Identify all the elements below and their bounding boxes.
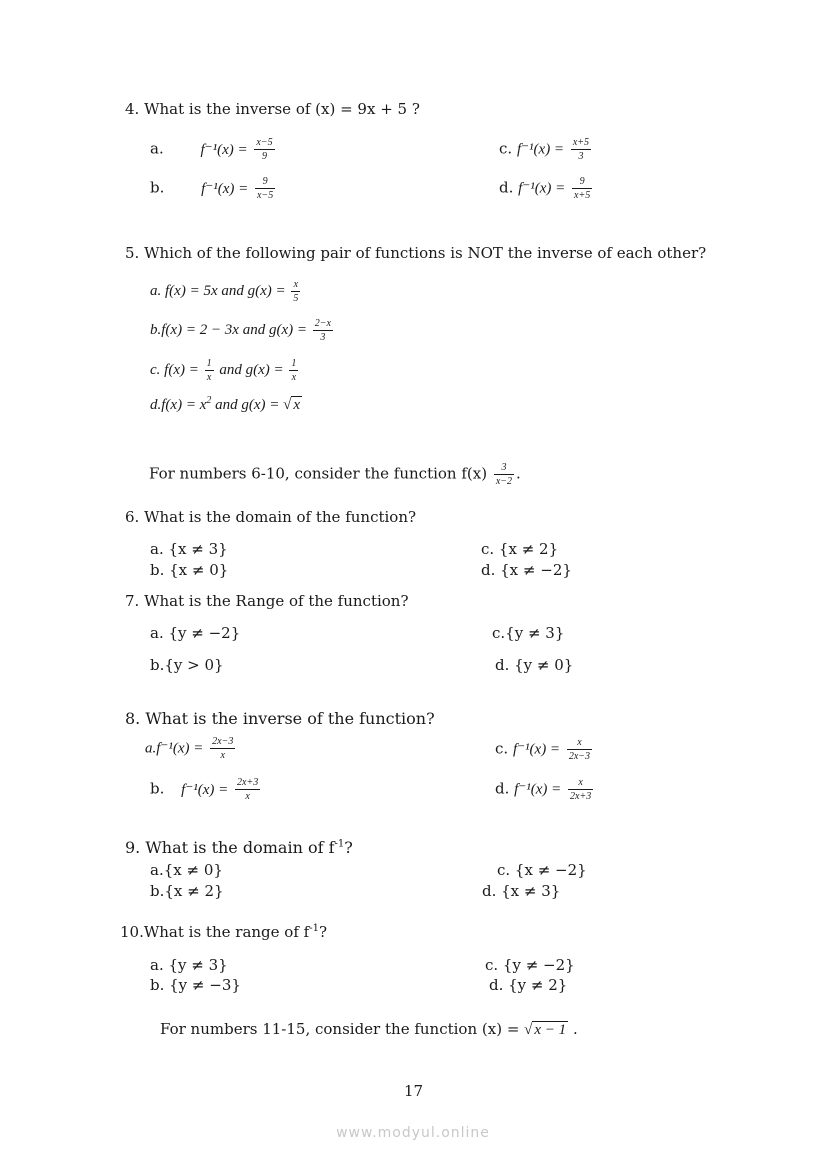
fraction: $\frac{9}{x-5}$ — [257, 176, 274, 201]
q6-option-b: b. {x ≠ 0} — [150, 561, 229, 579]
q9-option-a: a.{x ≠ 0} — [150, 861, 223, 879]
q6-option-d: d. {x ≠ −2} — [481, 561, 572, 579]
option-letter: b. — [150, 178, 165, 197]
fraction: $\frac{1}{x}$ — [291, 358, 297, 383]
q8-option-d — [495, 777, 595, 802]
q8-prompt: 8. What is the inverse of the function? — [125, 709, 435, 728]
q4-option-b — [150, 176, 277, 201]
fraction: $\frac{x+5}{3}$ — [572, 137, 590, 162]
fraction: $\frac{9}{x+5}$ — [574, 176, 591, 201]
option-lhs: f⁻¹(x) = — [181, 781, 229, 798]
q5-option-d: $d.f(x) = x^2$ and g(x) = √ x — [150, 395, 301, 413]
option-letter: a. — [150, 139, 164, 158]
option-lhs: f⁻¹(x) = — [514, 781, 562, 798]
q5-option-b: b.f(x) = 2 − 3x and g(x) = $\frac{2-x}{3}$ — [150, 318, 331, 343]
q10-option-d: d. {y ≠ 2} — [489, 976, 568, 994]
q8-option-b — [150, 777, 262, 802]
q10-option-a: a. {y ≠ 3} — [150, 956, 228, 974]
intro-11-15: For numbers 11-15, consider the function (x) = √ x − 1 . — [160, 1020, 578, 1038]
option-lhs: f⁻¹(x) = — [156, 740, 204, 757]
q7-option-a: a. {y ≠ −2} — [150, 624, 241, 642]
option-lhs: f⁻¹(x) = — [518, 180, 566, 197]
q4-option-d — [499, 176, 594, 201]
fraction: $\frac{2-x}{3}$ — [314, 318, 331, 343]
q10-option-c: c. {y ≠ −2} — [485, 956, 575, 974]
q5-option-c: c. f(x) = $\frac{1}{x}$ and g(x) = $\frac{1}{x}$ — [150, 358, 297, 383]
q9-option-d: d. {x ≠ 3} — [482, 882, 561, 900]
fraction: $\frac{1}{x}$ — [206, 358, 212, 383]
option-lhs: f⁻¹(x) = — [516, 141, 565, 158]
option-lhs: f⁻¹(x) = — [201, 180, 249, 197]
q4-option-c — [499, 137, 593, 162]
watermark: www.modyul.online — [336, 1125, 490, 1141]
q7-option-d: d. {y ≠ 0} — [495, 656, 574, 674]
q7-option-b: b.{y > 0} — [150, 656, 224, 674]
q5-prompt: 5. Which of the following pair of functions is NOT the inverse of each other? — [125, 244, 707, 262]
fraction: $\frac{x}{2x-3}$ — [568, 737, 591, 762]
q6-option-a: a. {x ≠ 3} — [150, 540, 228, 558]
q7-prompt: 7. What is the Range of the function? — [125, 592, 409, 610]
q8-option-a — [145, 736, 237, 761]
option-letter: d. — [499, 178, 514, 197]
q10-option-b: b. {y ≠ −3} — [150, 976, 241, 994]
page-number: 17 — [404, 1082, 424, 1100]
q9-option-b: b.{x ≠ 2} — [150, 882, 224, 900]
fraction: $\frac{2x+3}{x}$ — [237, 777, 259, 802]
fraction: $\frac{x}{5}$ — [293, 279, 299, 304]
q6-prompt: 6. What is the domain of the function? — [125, 508, 417, 526]
q9-option-c: c. {x ≠ −2} — [497, 861, 587, 879]
fraction: $\frac{3}{x-2}$ — [495, 462, 513, 487]
option-letter: a. — [145, 740, 157, 757]
q8-option-c — [495, 737, 594, 762]
q10-prompt: 10.What is the range of $f^{-1}$? — [120, 923, 327, 941]
option-letter: c. — [495, 739, 509, 758]
option-lhs: f⁻¹(x) = — [512, 741, 561, 758]
fraction: $\frac{x-5}{9}$ — [256, 137, 273, 162]
q4-option-a — [150, 137, 277, 162]
option-lhs: f⁻¹(x) = — [200, 141, 248, 158]
option-letter: c. — [499, 139, 513, 158]
q5-option-a: a. f(x) = 5x and g(x) = $\frac{x}{5}$ — [150, 279, 299, 304]
q7-option-c: c.{y ≠ 3} — [492, 624, 565, 642]
q9-prompt: 9. What is the domain of $f^{-1}$? — [125, 838, 353, 857]
q6-option-c: c. {x ≠ 2} — [481, 540, 559, 558]
q4-prompt: 4. What is the inverse of (x) = 9x + 5 ? — [125, 100, 420, 118]
option-letter: d. — [495, 779, 510, 798]
fraction: $\frac{x}{2x+3}$ — [570, 777, 592, 802]
intro-6-10: For numbers 6-10, consider the function f(x) $\frac{3}{x-2}$ . — [149, 462, 521, 487]
option-letter: b. — [150, 779, 165, 798]
fraction: $\frac{2x-3}{x}$ — [212, 736, 234, 761]
